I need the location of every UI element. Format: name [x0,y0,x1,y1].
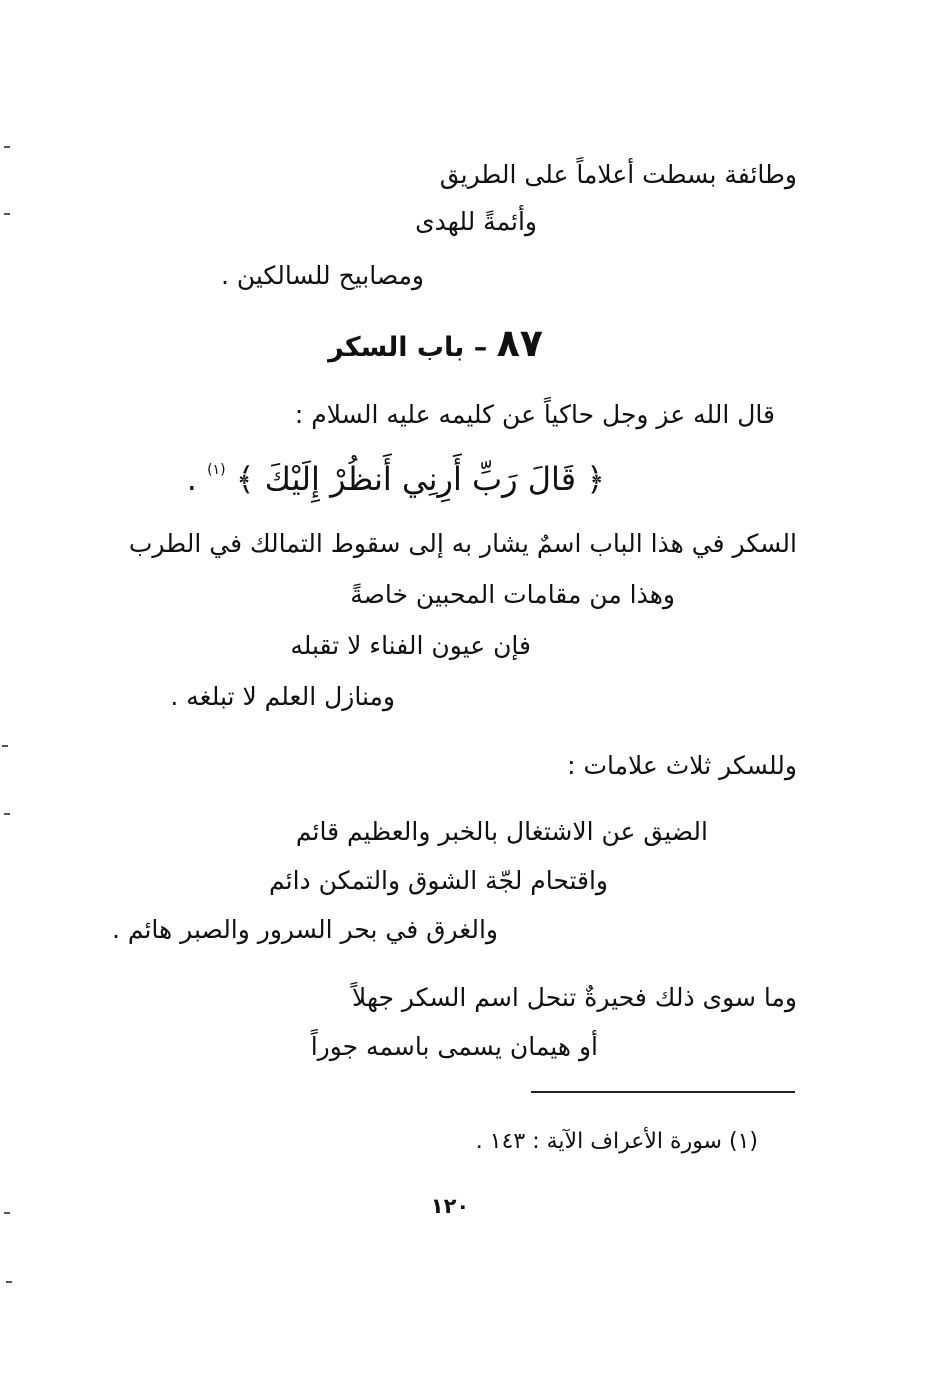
closing-line: أو هيمان يسمى باسمه جوراً [310,1032,598,1061]
opening-line: وأئمةً للهدى [415,207,537,236]
chapter-title: – باب السكر [328,332,488,363]
closing-line: وما سوى ذلك فحيرةٌ تنحل اسم السكر جهلاً [352,983,797,1012]
definition-line: ومنازل العلم لا تبلغه . [170,682,395,711]
footnote-marker: (١) [207,462,226,478]
definition-line: فإن عيون الفناء لا تقبله [290,631,531,660]
sign-line: الضيق عن الاشتغال بالخبر والعظيم قائم [295,817,708,846]
definition-line: السكر في هذا الباب اسمٌ يشار به إلى سقوط التمالك في الطرب [128,529,797,558]
footnote-divider [531,1091,795,1093]
scan-mark [4,146,10,148]
definition-line: وهذا من مقامات المحبين خاصةً [350,580,675,609]
page-number: ١٢٠ [430,1194,470,1218]
sign-line: واقتحام لجّة الشوق والتمكن دائم [268,866,608,895]
chapter-heading [328,321,543,366]
opening-line: وطائفة بسطت أعلاماً على الطريق [439,160,797,189]
scan-mark [6,1281,12,1283]
verse-end: . [186,460,197,498]
signs-intro: وللسكر ثلاث علامات : [567,751,797,780]
footnote: (١) سورة الأعراف الآية : ١٤٣ . [475,1129,758,1154]
verse-text: ﴿ قَالَ رَبِّ أَرِنِي أَنظُرْ إِلَيْكَ ﴾ [235,460,605,498]
intro-line: قال الله عز وجل حاكياً عن كليمه عليه السلام : [294,400,775,429]
scan-mark [4,813,10,815]
scan-mark [4,1212,10,1214]
chapter-number: ٨٧ [496,321,543,365]
opening-line: ومصابيح للسالكين . [220,261,424,290]
sign-line: والغرق في بحر السرور والصبر هائم . [111,915,498,944]
scan-mark [4,213,10,215]
quran-verse [187,448,605,501]
scan-mark [2,745,8,747]
